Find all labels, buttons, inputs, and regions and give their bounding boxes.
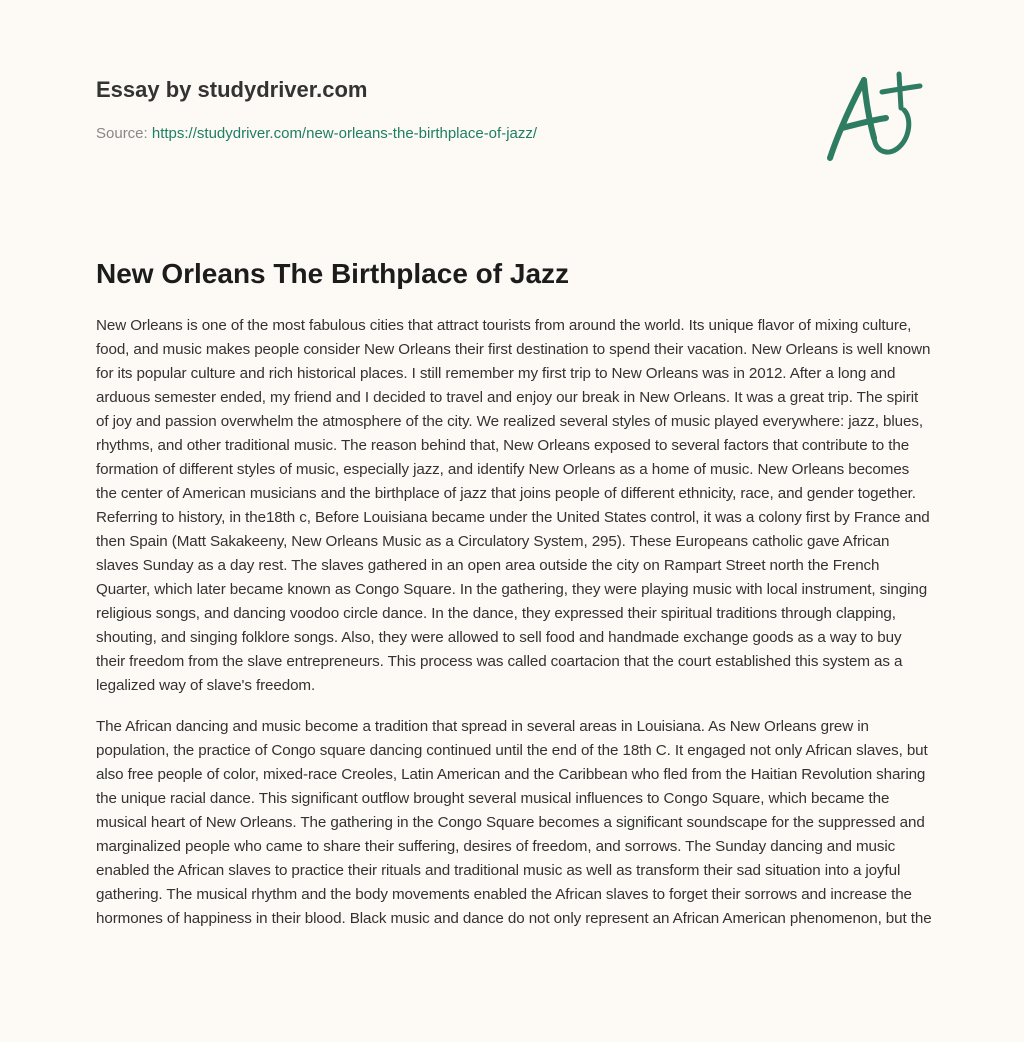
a-plus-grade-icon <box>822 68 926 164</box>
source-label: Source: <box>96 125 148 142</box>
paragraph: The African dancing and music become a tradition that spread in several areas in Louisiana. As New Orleans grew in population, the practice of Congo square dancing continued until the end of the 18th C. It engaged not only African slaves, but also free people of color, mixed-race Creoles, Latin American and the Caribbean who fled from the Haitian Revolution sharing the unique racial dance. This significant outflow brought several musical influences to Congo Square, which became the musical heart of New Orleans. The gathering in the Congo Square becomes a significant soundscape for the suppressed and marginalized people who came to share their suffering, desires of freedom, and sorrows. The Sunday dancing and music enabled the African slaves to practice their rituals and traditional music as well as transform their sad situation into a joyful gathering. The musical rhythm and the body movements enabled the African slaves to forget their sorrows and increase the hormones of happiness in their blood. Black music and dance do not only represent an African American phenomenon, but the <box>96 718 932 927</box>
source-link[interactable]: https://studydriver.com/new-orleans-the-birthplace-of-jazz/ <box>151 125 538 142</box>
site-title: Essay by studydriver.com <box>96 77 368 102</box>
essay-article <box>96 254 932 948</box>
article-title: New Orleans The Birthplace of Jazz <box>96 258 570 289</box>
source-line <box>96 124 926 144</box>
page-header <box>96 74 926 144</box>
paragraph: New Orleans is one of the most fabulous cities that attract tourists from around the world. Its unique flavor of mixing culture, food, and music makes people consider New Orleans their first destination to spend their vacation. New Orleans is well known for its popular culture and rich historical places. I still remember my first trip to New Orleans was in 2012. After a long and arduous semester ended, my friend and I decided to travel and enjoy our break in New Orleans. It was a great trip. The spirit of joy and passion overwhelm the atmosphere of the city. We realized several styles of music played everywhere: jazz, blues, rhythms, and other traditional music. The reason behind that, New Orleans exposed to several factors that contribute to the formation of different styles of music, especially jazz, and identify New Orleans as a home of music. New Orleans becomes the center of American musicians and the birthplace of jazz that joins people of different ethnicity, race, and gender together. Referring to history, in the18th c, Before Louisiana became under the United States control, it was a colony first by France and then Spain (Matt Sakakeeny, New Orleans Music as a Circulatory System, 295). These Europeans catholic gave African slaves Sunday as a day rest. The slaves gathered in an open area outside the city on Rampart Street north the French Quarter, which later became known as Congo Square. In the gathering, they were playing music with local instrument, singing religious songs, and dancing voodoo circle dance. In the dance, they expressed their spiritual traditions through clapping, shouting, and singing folklore songs. Also, they were allowed to sell food and handmade exchange goods as a way to buy their freedom from the slave entrepreneurs. This process was called coartacion that the court established this system as a legalized way of slave's freedom. <box>96 317 931 694</box>
